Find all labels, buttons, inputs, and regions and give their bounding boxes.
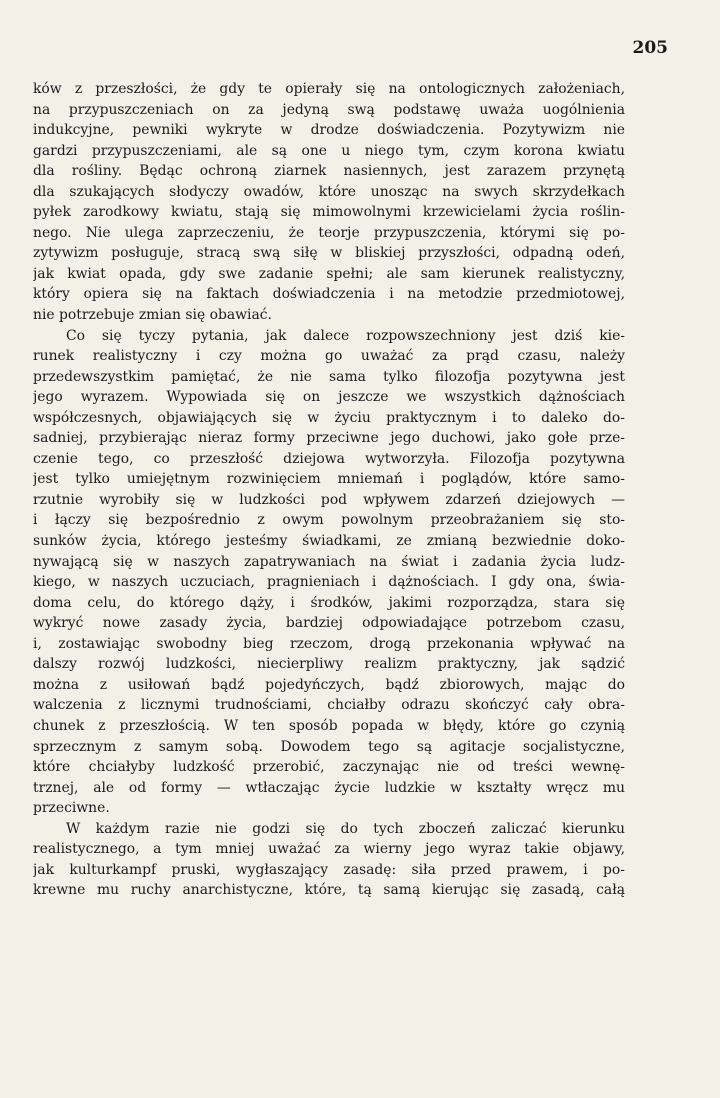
text-line: przedewszystkim pamiętać, że nie sama tylko filozofja pozytywna jest: [33, 368, 625, 385]
text-line: rzutnie wyrobiły się w ludzkości pod wpływem zdarzeń dziejowych —: [33, 491, 625, 508]
text-line: W każdym razie nie godzi się do tych zboczeń zaliczać kierunku: [66, 820, 625, 837]
text-line: pyłek zarodkowy kwiatu, stają się mimowolnymi krzewicielami życia roślin-: [33, 204, 625, 221]
text-line: nego. Nie ulega zaprzeczeniu, że teorje przypuszczenia, którymi się po-: [33, 224, 625, 241]
text-line: które chciałyby ludzkość przerobić, zaczynając nie od treści wewnę-: [33, 759, 625, 776]
text-line: indukcyjne, pewniki wykryte w drodze doświadczenia. Pozytywizm nie: [33, 122, 625, 139]
text-line: jak kwiat opada, gdy swe zadanie spełni; ale sam kierunek realistyczny,: [33, 265, 625, 282]
text-line: gardzi przypuszczeniami, ale są one u niego tym, czym korona kwiatu: [33, 142, 625, 159]
text-line: i, zostawiając swobodny bieg rzeczom, drogą przekonania wpływać na: [33, 635, 625, 652]
text-line: sprzecznym z samym sobą. Dowodem tego są agitacje socjalistyczne,: [33, 738, 625, 755]
text-line: jak kulturkampf pruski, wygłaszający zasadę: siła przed prawem, i po-: [33, 861, 625, 878]
text-line: przeciwne.: [33, 800, 110, 817]
text-line: trznej, ale od formy — wtłaczając życie ludzkie w kształty wręcz mu: [33, 779, 625, 796]
text-line: jest tylko umiejętnym rozwinięciem mniemań i poglądów, które samo-: [33, 471, 625, 488]
text-line: można z usiłowań bądź pojedyńczych, bądź zbiorowych, mając do: [33, 676, 625, 693]
text-line: chunek z przeszłością. W ten sposób popada w błędy, które go czynią: [33, 717, 625, 734]
page-number: 205: [632, 38, 668, 58]
text-line: runek realistyczny i czy można go uważać za prąd czasu, należy: [33, 348, 625, 365]
text-line: wykryć nowe zasady życia, bardziej odpowiadające potrzebom czasu,: [33, 615, 625, 632]
text-line: krewne mu ruchy anarchistyczne, które, tą samą kierując się zasadą, całą: [33, 882, 625, 899]
text-line: Co się tyczy pytania, jak dalece rozpowszechniony jest dziś kie-: [66, 327, 625, 344]
text-line: na przypuszczeniach on za jedyną swą podstawę uważa uogólnienia: [33, 101, 625, 118]
text-line: realistycznego, a tym mniej uważać za wierny jego wyraz takie objawy,: [33, 841, 625, 858]
text-line: kiego, w naszych uczuciach, pragnieniach i dążnościach. I gdy ona, świa-: [33, 574, 625, 591]
text-line: dalszy rozwój ludzkości, niecierpliwy realizm praktyczny, jak sądzić: [33, 656, 625, 673]
text-line: zytywizm posługuje, stracą swą siłę w bliskiej przyszłości, odpadną odeń,: [33, 245, 625, 262]
text-line: sadniej, przybierając nieraz formy przeciwne jego duchowi, jako gołe prze-: [33, 430, 625, 447]
text-line: nywającą się w naszych zapatrywaniach na świat i zadania życia ludz-: [33, 553, 625, 570]
text-line: czenie tego, co przeszłość dziejowa wytworzyła. Filozofja pozytywna: [33, 450, 625, 467]
text-line: jego wyrazem. Wypowiada się on jeszcze we wszystkich dążnościach: [33, 389, 625, 406]
body-text: [33, 79, 625, 901]
text-line: i łączy się bezpośrednio z owym powolnym przeobrażaniem się sto-: [33, 512, 625, 529]
text-line: nie potrzebuje zmian się obawiać.: [33, 307, 272, 324]
text-line: sunków życia, którego jesteśmy świadkami, ze zmianą bezwiednie doko-: [33, 533, 625, 550]
text-line: dla szukających słodyczy owadów, które unosząc na swych skrzydełkach: [33, 183, 625, 200]
text-line: który opiera się na faktach doświadczenia i na metodzie przedmiotowej,: [33, 286, 625, 303]
text-line: doma celu, do którego dąży, i środków, jakimi rozporządza, stara się: [33, 594, 625, 611]
text-line: ków z przeszłości, że gdy te opierały się na ontologicznych założeniach,: [33, 81, 625, 97]
text-line: współczesnych, objawiających się w życiu praktycznym i to daleko do-: [33, 409, 625, 426]
text-line: dla rośliny. Będąc ochroną ziarnek nasiennych, jest zarazem przynętą: [33, 163, 625, 180]
text-line: walczenia z licznymi trudnościami, chciałby odrazu skończyć cały obra-: [33, 697, 625, 714]
